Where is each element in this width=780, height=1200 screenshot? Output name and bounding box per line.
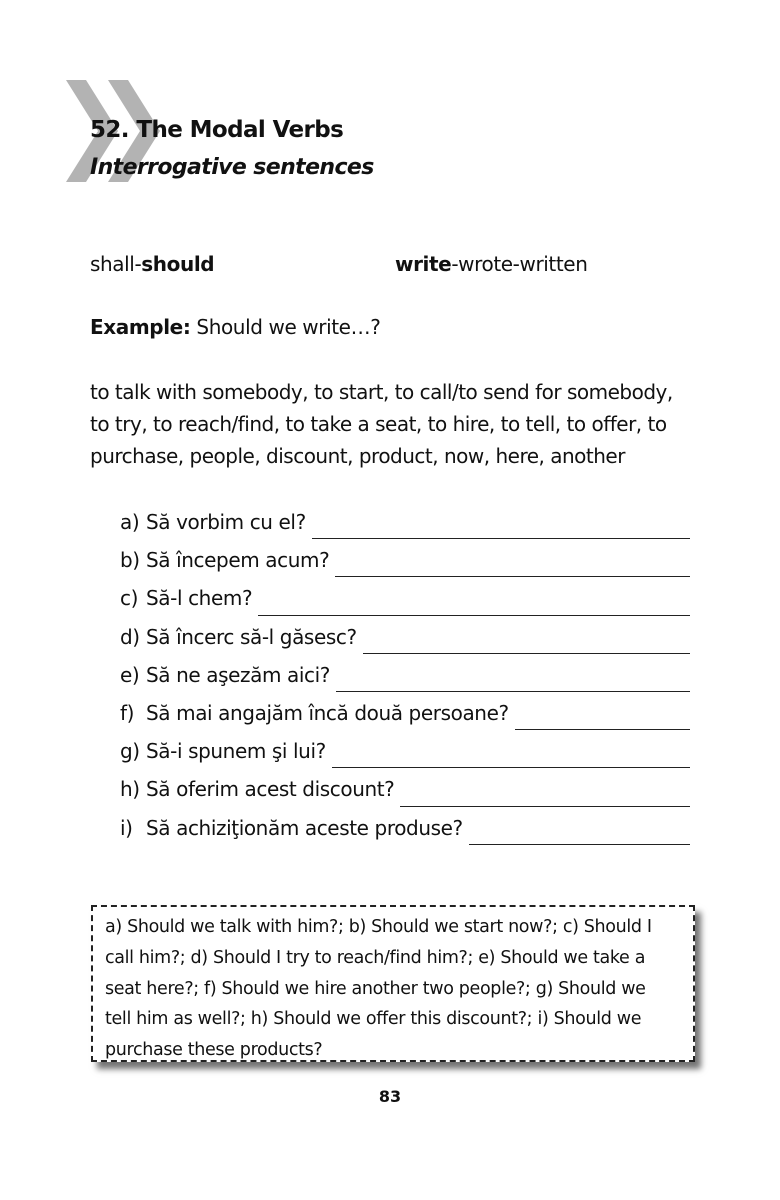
exercise-item <box>120 701 690 739</box>
answer-blank[interactable] <box>400 805 690 807</box>
exercise-letter: h) <box>120 777 140 802</box>
main-verb-forms <box>395 252 588 276</box>
exercise-question: Să vorbim cu el? <box>146 510 306 534</box>
answer-blank[interactable] <box>335 575 690 577</box>
answer-blank[interactable] <box>515 728 690 730</box>
exercise-item <box>120 816 690 854</box>
exercise-letter: b) <box>120 548 140 573</box>
exercise-letter: g) <box>120 739 140 764</box>
answer-key-box <box>91 905 695 1062</box>
modal-verb-highlight: should <box>141 252 215 276</box>
main-verb-past-forms: -wrote-written <box>451 252 588 276</box>
exercise-letter: e) <box>120 662 140 687</box>
exercise-item <box>120 625 690 663</box>
exercise-question: Să mai angajăm încă două persoane? <box>146 700 509 725</box>
answer-blank[interactable] <box>336 690 690 692</box>
exercise-letter: i) <box>120 815 133 840</box>
answer-key-line: tell him as well?; h) Should we offer this discount?; i) Should we <box>105 1009 642 1030</box>
exercise-question: Să-i spunem şi lui? <box>146 739 326 764</box>
page-number: 83 <box>378 1087 402 1106</box>
vocabulary-list <box>90 376 700 472</box>
answer-blank[interactable] <box>258 614 690 616</box>
answer-blank[interactable] <box>363 652 690 654</box>
exercise-question: Să ne aşezăm aici? <box>146 662 331 687</box>
exercise-letter: c) <box>120 586 138 611</box>
vocabulary-line: purchase, people, discount, product, now, here, another <box>90 444 625 468</box>
exercise-letter: f) <box>120 700 135 725</box>
answer-key-line: a) Should we talk with him?; b) Should we start now?; c) Should I <box>105 917 652 937</box>
exercise-item <box>120 663 690 701</box>
exercise-item <box>120 739 690 777</box>
chapter-subtitle: Interrogative sentences <box>90 155 374 180</box>
vocabulary-line: to try, to reach/find, to take a seat, to hire, to tell, to offer, to <box>90 412 667 436</box>
main-verb-highlight: write <box>395 252 452 276</box>
exercise-letter: a) <box>120 510 140 534</box>
answer-blank[interactable] <box>469 843 690 845</box>
example-sentence <box>90 315 380 339</box>
exercise-item <box>120 777 690 815</box>
modal-verb-base: shall- <box>90 252 142 276</box>
chapter-title: 52. The Modal Verbs <box>90 117 344 143</box>
exercise-list <box>120 510 690 854</box>
modal-verb-forms <box>90 252 214 276</box>
exercise-question: Să-l chem? <box>146 586 253 611</box>
exercise-question: Să achiziţionăm aceste produse? <box>146 815 463 840</box>
exercise-item <box>120 548 690 586</box>
exercise-item <box>120 510 690 548</box>
answer-key-line: seat here?; f) Should we hire another two people?; g) Should we <box>105 978 646 999</box>
exercise-item <box>120 586 690 624</box>
vocabulary-line: to talk with somebody, to start, to call/to send for somebody, <box>90 380 673 404</box>
answer-blank[interactable] <box>332 766 690 768</box>
answer-key-line: purchase these products? <box>105 1040 323 1061</box>
exercise-question: Să oferim acest discount? <box>146 777 395 802</box>
answer-blank[interactable] <box>312 537 690 539</box>
exercise-question: Să începem acum? <box>146 548 330 573</box>
example-text: Should we write…? <box>190 315 381 339</box>
answer-key-line: call him?; d) Should I try to reach/find him?; e) Should we take a <box>105 947 646 968</box>
exercise-question: Să încerc să-l găsesc? <box>146 624 357 649</box>
exercise-letter: d) <box>120 624 140 649</box>
example-label: Example: <box>90 315 191 339</box>
